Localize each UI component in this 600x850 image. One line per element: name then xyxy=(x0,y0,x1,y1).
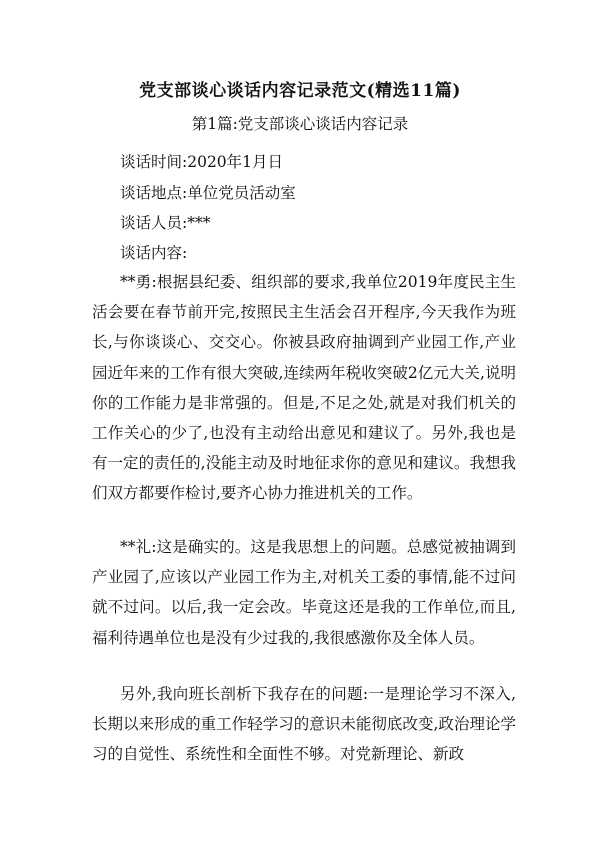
paragraph-1: **勇:根据县纪委、组织部的要求,我单位2019年度民主生活会要在春节前开完,按照民主生活会召开程序,今天我作为班长,与你谈谈心、交交心。你被县政府抽调到产业园工作,产业园近年来的工作有很大突破,连续两年税收突破2亿元大关,说明你的工作能力是非常强的。但是,不足之处,就是对我们机关的工作关心的少了,也没有主动给出意见和建议了。另外,我也是有一定的责任的,没能主动及时地征求你的意见和建议。我想我们双方都要作检讨,要齐心协力推进机关的工作。 xyxy=(92,273,516,503)
document-subtitle: 第1篇:党支部谈心谈话内容记录 xyxy=(191,115,409,133)
document-title: 党支部谈心谈话内容记录范文(精选11篇) xyxy=(139,81,461,101)
paragraph-2: **礼:这是确实的。这是我思想上的问题。总感觉被抽调到产业园了,应该以产业园工作为主,对机关工委的事情,能不过问就不过问。以后,我一定会改。毕竟这还是我的工作单位,而且,福利待遇单位也是没有少过我的,我很感激你及全体人员。 xyxy=(92,538,516,647)
paragraph-3: 另外,我向班长剖析下我存在的问题:一是理论学习不深入,长期以来形成的重工作轻学习的意识未能彻底改变,政治理论学习的自觉性、系统性和全面性不够。对党新理论、新政 xyxy=(92,685,516,764)
meta-people: 谈话人员:*** xyxy=(120,214,211,232)
meta-place: 谈话地点:单位党员活动室 xyxy=(120,184,296,202)
meta-time: 谈话时间:2020年1月日 xyxy=(120,153,284,171)
meta-content-label: 谈话内容: xyxy=(120,244,188,262)
